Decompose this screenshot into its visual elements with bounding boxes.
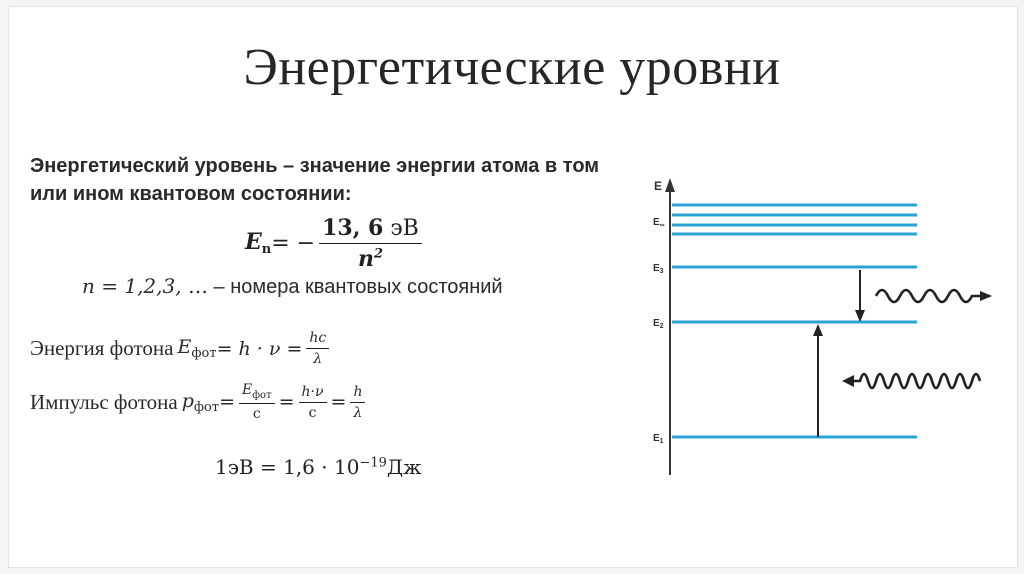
level-label-e2: $E_2$ xyxy=(653,318,664,330)
level-label-einf: $E_\infty$ xyxy=(653,217,665,229)
level-label-e3: $E_3$ xyxy=(653,263,664,275)
energy-axis-arrowhead xyxy=(665,178,675,192)
formula-denominator: n xyxy=(357,245,374,272)
level-label-e1: $E_1$ xyxy=(653,433,664,445)
photon-energy-formula xyxy=(30,330,333,367)
emission-arrowhead xyxy=(855,310,865,322)
photon-momentum-formula xyxy=(30,382,369,422)
photon-energy-symbol: $E_{фот}$ xyxy=(177,336,217,361)
momentum-fraction-3: $\frac{h}{\lambda}$ xyxy=(350,384,365,421)
emitted-photon-wave xyxy=(876,290,990,302)
eq-sign-2: = xyxy=(278,391,295,413)
emitted-photon-arrowhead xyxy=(980,291,992,301)
quantum-number-expr: n = 1,2,3, … xyxy=(82,274,208,298)
quantum-number-line xyxy=(82,274,503,299)
formula-equals-minus: = − xyxy=(271,230,316,256)
formula-denominator-power: 2 xyxy=(373,246,383,262)
momentum-fraction-2: $\frac{h\cdot\nu}{c}$ xyxy=(299,384,327,421)
formula-unit: эВ xyxy=(383,215,419,241)
energy-level-diagram xyxy=(640,170,1010,480)
eq-sign-3: = xyxy=(330,391,347,413)
formula-numerator: 13, 6 xyxy=(322,214,384,241)
quantum-number-text: – номера квантовых состояний xyxy=(207,276,503,298)
photon-energy-middle: = h · ν = xyxy=(216,337,303,360)
definition-text: Энергетический уровень – значение энергии атома в том или ином квантовом состоянии: xyxy=(30,155,600,205)
energy-axis-label: E xyxy=(654,179,663,193)
momentum-fraction-1: $\frac{E_{фот}}{c}$ xyxy=(239,382,275,422)
formula-fraction xyxy=(319,215,422,272)
slide-title: Энергетические уровни xyxy=(243,39,781,96)
ev-conversion: $1эВ = 1,6 \cdot 10^{-19}Дж$ xyxy=(215,455,422,479)
energy-level-formula xyxy=(245,215,426,271)
photon-energy-fraction: $\frac{hc}{\lambda}$ xyxy=(306,330,329,367)
photon-momentum-label: Импульс фотона xyxy=(30,389,178,414)
absorbed-photon-wave xyxy=(852,374,980,388)
photon-energy-label: Энергия фотона xyxy=(30,336,174,360)
absorption-arrowhead xyxy=(813,324,823,336)
absorbed-photon-arrowhead xyxy=(842,375,854,387)
formula-lhs: $E_n$ xyxy=(245,229,272,257)
photon-momentum-symbol: $p_{фот}$ xyxy=(181,389,220,415)
eq-sign-1: = xyxy=(219,391,235,413)
